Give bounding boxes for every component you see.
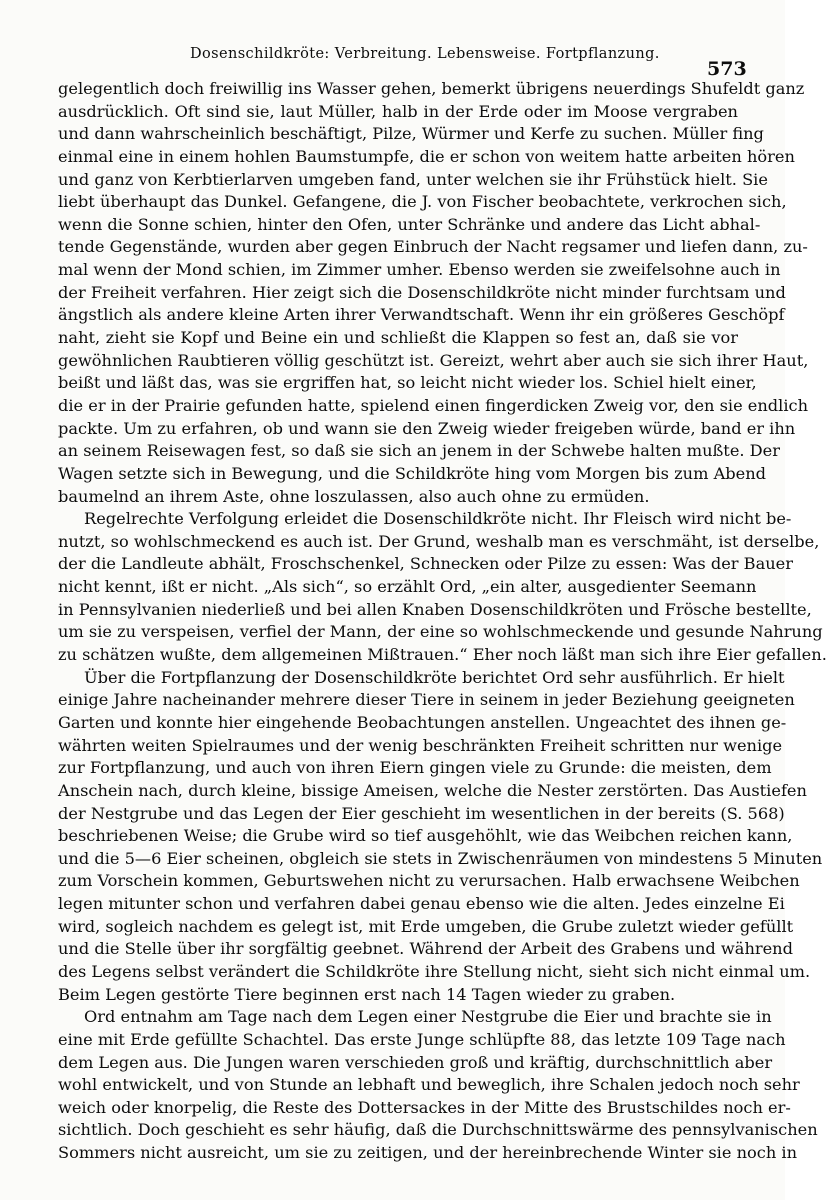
text-line: Wagen setzte sich in Bewegung, und die Schildkröte hing vom Morgen bis zum Abend [58,463,766,483]
text-line: nicht kennt, ißt er nicht. „Als sich“, so erzählt Ord, „ein alter, ausgedienter Seemann [58,577,757,597]
text-line: weich oder knorpelig, die Reste des Dottersackes in der Mitte des Brustschildes noch er- [58,1097,791,1117]
text-line: packte. Um zu erfahren, ob und wann sie den Zweig wieder freigeben würde, band er ihn [58,418,796,438]
text-line: und die 5—6 Eier scheinen, obgleich sie stets in Zwischenräumen von mindestens 5 Minuten [58,848,823,868]
text-line: der Freiheit verfahren. Hier zeigt sich die Dosenschildkröte nicht minder furchtsam und [58,282,786,302]
text-line: Garten und konnte hier eingehende Beobachtungen anstellen. Ungeachtet des ihnen ge- [58,712,787,732]
text-line: Beim Legen gestörte Tiere beginnen erst nach 14 Tagen wieder zu graben. [58,984,676,1004]
text-line: beschriebenen Weise; die Grube wird so tief ausgehöhlt, wie das Weibchen reichen kann, [58,826,793,846]
text-line: zum Vorschein kommen, Geburtswehen nicht zu verursachen. Halb erwachsene Weibchen [58,871,800,891]
text-line: die er in der Prairie gefunden hatte, spielend einen fingerdicken Zweig vor, den sie endlich [58,395,809,415]
text-line: naht, zieht sie Kopf und Beine ein und schließt die Klappen so fest an, daß sie vor [58,328,738,348]
text-line: gewöhnlichen Raubtieren völlig geschützt ist. Gereizt, wehrt aber auch sie sich ihrer Haut, [58,350,809,370]
text-line: der die Landleute abhält, Froschschenkel, Schnecken oder Pilze zu essen: Was der Bauer [58,554,793,574]
text-line: wohl entwickelt, und von Stunde an lebhaft und beweglich, ihre Schalen jedoch noch sehr [58,1075,800,1095]
body-text [58,78,827,1165]
text-line: in Pennsylvanien niederließ und bei allen Knaben Dosenschildkröten und Frösche bestellte, [58,599,812,619]
text-line: ängstlich als andere kleine Arten ihrer Verwandtschaft. Wenn ihr ein größeres Geschöpf [58,305,785,325]
text-line: und dann wahrscheinlich beschäftigt, Pilze, Würmer und Kerfe zu suchen. Müller fing [58,124,764,144]
text-line: an seinem Reisewagen fest, so daß sie sich an jenem in der Schwebe halten mußte. Der [58,441,780,461]
text-line: baumelnd an ihrem Aste, ohne loszulassen, also auch ohne zu ermüden. [58,486,650,506]
text-line: des Legens selbst verändert die Schildkröte ihre Stellung nicht, sieht sich nicht einmal um. [58,961,811,981]
text-line: einmal eine in einem hohlen Baumstumpfe, die er schon von weitem hatte arbeiten hören [58,146,795,166]
text-line: und die Stelle über ihr sorgfältig geebnet. Während der Arbeit des Grabens und während [58,939,793,959]
text-line: gelegentlich doch freiwillig ins Wasser gehen, bemerkt übrigens neuerdings Shufeldt ganz [58,79,805,98]
text-line: zu schätzen wußte, dem allgemeinen Mißtrauen.“ Eher noch läßt man sich ihre Eier gefallen. [58,645,827,665]
text-line: tende Gegenstände, wurden aber gegen Einbruch der Nacht regsamer und liefen dann, zu- [58,237,808,257]
text-line: dem Legen aus. Die Jungen waren verschieden groß und kräftig, durchschnittlich aber [58,1052,773,1072]
text-line: nutzt, so wohlschmeckend es auch ist. Der Grund, weshalb man es verschmäht, ist derselbe, [58,531,820,551]
text-line: wird, sogleich nachdem es gelegt ist, mit Erde umgeben, die Grube zuletzt wieder gefüllt [58,916,794,936]
running-head: Dosenschildkröte: Verbreitung. Lebensweise. Fortpflanzung. [190,46,660,62]
text-line: um sie zu verspeisen, verfiel der Mann, der eine so wohlschmeckende und gesunde Nahrung [58,622,823,642]
text-line: beißt und läßt das, was sie ergriffen hat, so leicht nicht wieder los. Schiel hielt einer, [58,373,757,393]
text-line: ausdrücklich. Oft sind sie, laut Müller, halb in der Erde oder im Moose vergraben [58,101,738,121]
text-line: zur Fortpflanzung, und auch von ihren Eiern gingen viele zu Grunde: die meisten, dem [58,758,772,778]
text-line: eine mit Erde gefüllte Schachtel. Das erste Junge schlüpfte 88, das letzte 109 Tage nach [58,1029,786,1049]
text-line: der Nestgrube und das Legen der Eier geschieht im wesentlichen in der bereits (S. 568) [58,803,785,823]
text-line: Sommers nicht ausreicht, um sie zu zeitigen, und der hereinbrechende Winter sie noch in [58,1143,797,1163]
text-line: Ord entnahm am Tage nach dem Legen einer Nestgrube die Eier und brachte sie in [84,1007,772,1027]
text-line: legen mitunter schon und verfahren dabei genau ebenso wie die alten. Jedes einzelne Ei [58,894,785,914]
text-line: währten weiten Spielraumes und der wenig beschränkten Freiheit schritten nur wenige [58,735,783,755]
text-line: und ganz von Kerbtierlarven umgeben fand, unter welchen sie ihr Frühstück hielt. Sie [58,169,768,189]
text-line: sichtlich. Doch geschieht es sehr häufig, daß die Durchschnittswärme des pennsylvanischen [58,1120,818,1140]
text-line: Über die Fortpflanzung der Dosenschildkröte berichtet Ord sehr ausführlich. Er hielt [84,667,785,687]
text-line: Regelrechte Verfolgung erleidet die Dosenschildkröte nicht. Ihr Fleisch wird nicht be- [84,509,792,529]
text-line: mal wenn der Mond schien, im Zimmer umher. Ebenso werden sie zweifelsohne auch in [58,260,781,280]
page-number: 573 [707,58,747,80]
text-line: liebt überhaupt das Dunkel. Gefangene, die J. von Fischer beobachtete, verkrochen sich, [58,192,787,212]
text-line: einige Jahre nacheinander mehrere dieser Tiere in seinem in jeder Beziehung geeigneten [58,690,795,710]
text-line: wenn die Sonne schien, hinter den Ofen, unter Schränke und andere das Licht abhal- [58,214,761,234]
text-line: Anschein nach, durch kleine, bissige Ameisen, welche die Nester zerstörten. Das Austiefen [58,780,807,800]
